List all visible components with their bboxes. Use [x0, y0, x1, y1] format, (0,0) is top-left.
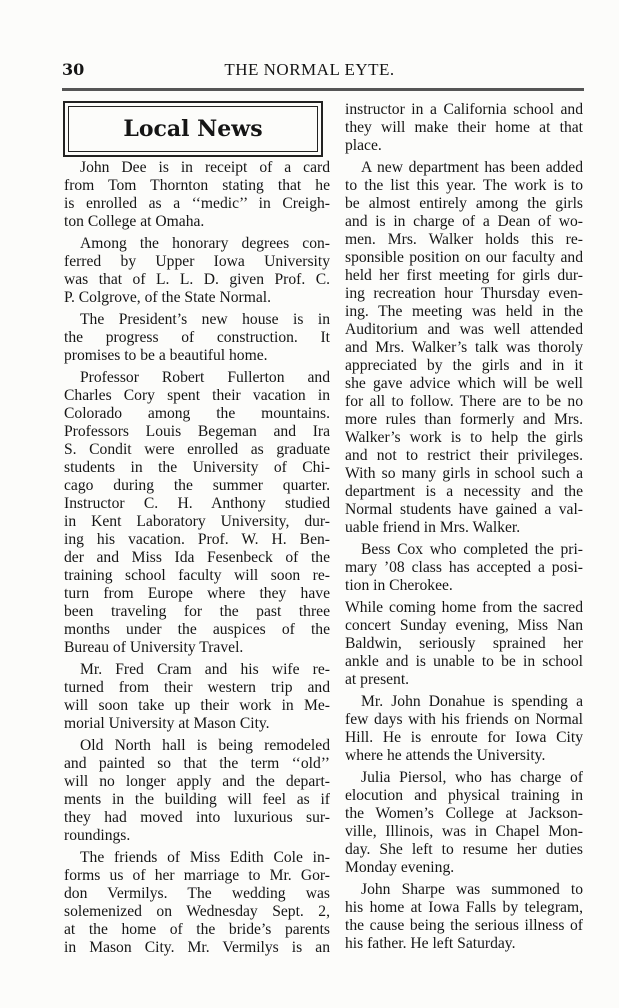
text-line: the progress of construction. It	[64, 329, 330, 346]
text-line: to the list this year. The work is to	[345, 177, 583, 194]
text-line: mary ’08 class has accepted a posi-	[345, 559, 583, 576]
text-line: his father. He left Saturday.	[345, 935, 516, 952]
text-line: was that of L. L. D. given Prof. C.	[64, 271, 330, 288]
text-line: at present.	[345, 671, 410, 688]
news-paragraph	[345, 769, 583, 877]
text-line: his home at Iowa Falls by telegram,	[345, 899, 583, 916]
text-line: department is a necessity and the	[345, 483, 583, 500]
text-line: where he attends the University.	[345, 747, 546, 764]
text-line: roundings.	[64, 827, 131, 844]
text-line: men. Mrs. Walker holds this re-	[345, 231, 583, 248]
text-line: place.	[345, 137, 382, 154]
text-line: she gave advice which will be well	[345, 375, 583, 392]
running-header: THE NORMAL EYTE.	[224, 60, 395, 79]
text-line: more rules than formerly and Mrs.	[345, 411, 583, 428]
news-paragraph	[345, 881, 583, 953]
text-line: Walker’s work is to help the girls	[345, 429, 583, 446]
news-paragraph	[64, 849, 330, 957]
text-line: S. Condit were enrolled as graduate	[64, 441, 330, 458]
text-line: Baldwin, seriously sprained her	[345, 635, 583, 652]
text-line: Professor Robert Fullerton and	[80, 369, 330, 386]
text-line: turn from Europe where they have	[64, 585, 330, 602]
text-line: Hill. He is enroute for Iowa City	[345, 729, 583, 746]
section-title-box	[63, 101, 323, 157]
text-line: Instructor C. H. Anthony studied	[64, 495, 330, 512]
news-paragraph	[345, 599, 583, 689]
text-line: turned from their western trip and	[64, 679, 330, 696]
text-line: elocution and physical training in	[345, 787, 583, 804]
text-line: Bureau of University Travel.	[64, 639, 244, 656]
text-line: at the home of the bride’s parents	[64, 921, 330, 938]
news-paragraph	[345, 693, 583, 765]
news-paragraph	[64, 661, 330, 733]
text-line: ville, Illinois, was in Chapel Mon-	[345, 823, 583, 840]
text-line: they will make their home at that	[345, 119, 583, 136]
news-paragraph	[64, 159, 330, 231]
news-paragraph	[345, 159, 583, 537]
text-line: Colorado among the mountains.	[64, 405, 330, 422]
text-line: cago during the summer quarter.	[64, 477, 330, 494]
text-line: promises to be a beautiful home.	[64, 347, 268, 364]
text-line: Old North hall is being remodeled	[80, 737, 330, 754]
text-line: will no longer apply and the depart-	[64, 773, 330, 790]
text-line: tion in Cherokee.	[345, 577, 453, 594]
text-line: in Mason City. Mr. Vermilys is an	[64, 939, 330, 956]
right-column	[345, 101, 583, 957]
text-line: The President’s new house is in	[80, 311, 330, 328]
text-line: been traveling for the past three	[64, 603, 330, 620]
text-line: and is in charge of a Dean of wo-	[345, 213, 583, 230]
text-line: students in the University of Chi-	[64, 459, 330, 476]
text-line: ing his vacation. Prof. W. H. Ben-	[64, 531, 330, 548]
text-line: uable friend in Mrs. Walker.	[345, 519, 521, 536]
text-line: Bess Cox who completed the pri-	[361, 541, 583, 558]
text-line: Monday evening.	[345, 859, 455, 876]
text-line: forms us of her marriage to Mr. Gor-	[64, 867, 330, 884]
text-line: Charles Cory spent their vacation in	[64, 387, 330, 404]
text-line: and Mrs. Walker’s talk was thoroly	[345, 339, 583, 356]
news-paragraph	[64, 235, 330, 307]
text-line: concert Sunday evening, Miss Nan	[345, 617, 583, 634]
text-line: Mr. Fred Cram and his wife re-	[80, 661, 330, 678]
text-line: ments in the building will feel as if	[64, 791, 330, 808]
text-line: While coming home from the sacred	[345, 599, 583, 616]
text-line: they had moved into luxurious sur-	[64, 809, 330, 826]
text-line: the Women’s College at Jackson-	[345, 805, 583, 822]
text-line: instructor in a California school and	[345, 101, 583, 118]
text-line: A new department has been added	[361, 159, 583, 176]
text-line: held her first meeting for girls dur-	[345, 267, 583, 284]
text-line: John Dee is in receipt of a card	[80, 159, 330, 176]
text-line: and painted so that the term ‘‘old’’	[64, 755, 330, 772]
text-line: don Vermilys. The wedding was	[64, 885, 330, 902]
news-paragraph	[345, 101, 583, 155]
text-line: few days with his friends on Normal	[345, 711, 583, 728]
text-line: training school faculty will soon re-	[64, 567, 330, 584]
text-line: Auditorium and was well attended	[345, 321, 583, 338]
news-paragraph	[64, 369, 330, 657]
text-line: and not to restrict their privileges.	[345, 447, 583, 464]
text-line: be almost entirely among the girls	[345, 195, 583, 212]
news-paragraph	[64, 737, 330, 845]
text-line: Among the honorary degrees con-	[80, 235, 330, 252]
header-rule	[62, 88, 584, 91]
text-line: appreciated by the girls and in it	[345, 357, 583, 374]
text-line: Normal students have gained a val-	[345, 501, 583, 518]
text-line: solemenized on Wednesday Sept. 2,	[64, 903, 330, 920]
text-line: John Sharpe was summoned to	[361, 881, 583, 898]
text-line: will soon take up their work in Me-	[64, 697, 330, 714]
text-line: Julia Piersol, who has charge of	[361, 769, 583, 786]
text-line: in Kent Laboratory University, dur-	[64, 513, 330, 530]
text-line: With so many girls in school such a	[345, 465, 583, 482]
text-line: from Tom Thornton stating that he	[64, 177, 330, 194]
text-line: is enrolled as a ‘‘medic’’ in Creigh-	[64, 195, 330, 212]
text-line: for all to follow. There are to be no	[345, 393, 583, 410]
text-line: ing. The meeting was held in the	[345, 303, 583, 320]
text-line: sponsible position on our faculty and	[345, 249, 583, 266]
text-line: The friends of Miss Edith Cole in-	[80, 849, 330, 866]
text-line: ton College at Omaha.	[64, 213, 205, 230]
news-paragraph	[64, 311, 330, 365]
text-line: Mr. John Donahue is spending a	[361, 693, 583, 710]
text-line: ankle and is unable to be in school	[345, 653, 583, 670]
text-line: ferred by Upper Iowa University	[64, 253, 330, 270]
text-line: morial University at Mason City.	[64, 715, 270, 732]
text-line: der and Miss Ida Fesenbeck of the	[64, 549, 330, 566]
text-line: the cause being the serious illness of	[345, 917, 583, 934]
section-title: Local News	[68, 106, 318, 152]
news-paragraph	[345, 541, 583, 595]
text-line: Professors Louis Begeman and Ira	[64, 423, 330, 440]
text-line: ing recreation hour Thursday even-	[345, 285, 583, 302]
page-number: 30	[62, 60, 85, 79]
left-column	[64, 159, 330, 961]
text-line: day. She left to resume her duties	[345, 841, 583, 858]
text-line: months under the auspices of the	[64, 621, 330, 638]
text-line: P. Colgrove, of the State Normal.	[64, 289, 272, 306]
